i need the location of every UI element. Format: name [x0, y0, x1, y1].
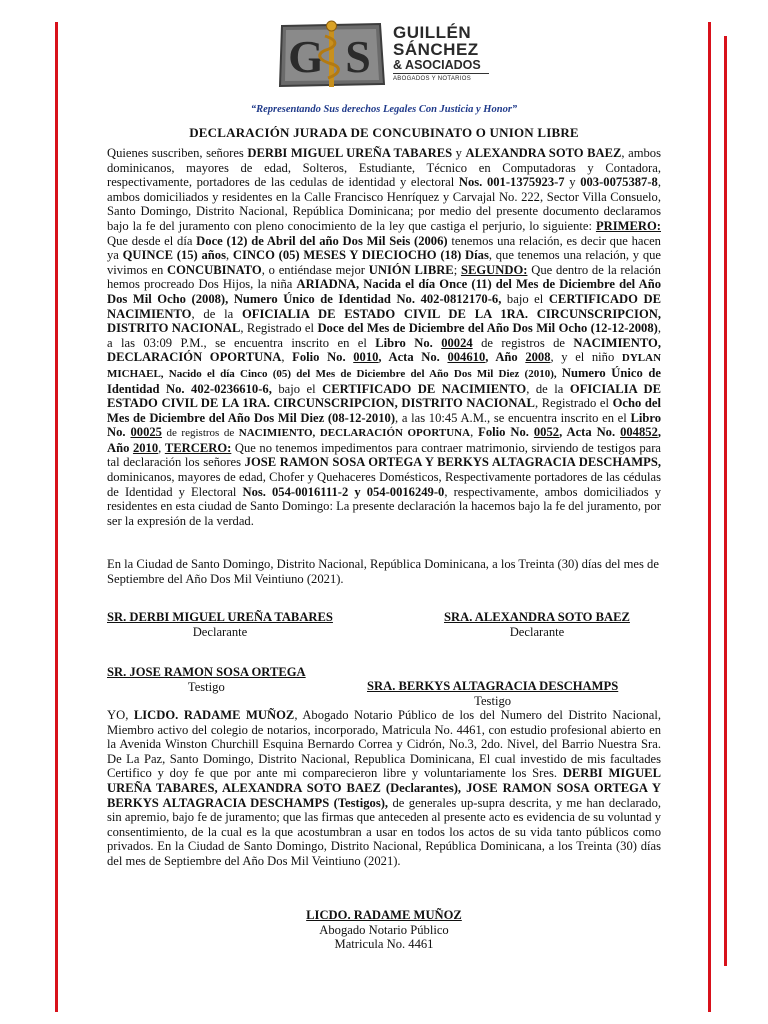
text-run: y — [452, 146, 466, 160]
text-run: YO, — [107, 708, 134, 722]
child-dylan-id: Numero Único de Identidad No. 402-0236610-6, — [107, 365, 661, 396]
libro-number-1: 00024 — [441, 335, 473, 350]
text-run: Que no tenemos impedimentos para contraer matrimonio, sirviendo de testigos para tal declaración los señores — [107, 440, 662, 470]
closing-statement: En la Ciudad de Santo Domingo, Distrito Nacional, República Dominicana, a los Treinta (30) días del mes de Septiembre del Año Dos Mil Veintiuno (2021). — [107, 557, 659, 586]
text-run: , de la — [526, 381, 570, 396]
text-run: , — [485, 350, 496, 365]
text-run: de generales up-supra descrita, y me han declarado, sin apremio, bajo fe de juramento; que las firmas que anteceden al presente acto es evidencia de su voluntad y consentimiento, de la cual es la que acostumbran a usar en todos los actos de su vida tanto públicos como privados. En la Ciudad de Santo Domingo, Distrito Nacional, República Dominicana, a los Treinta (30) días del mes de Septiembre del Año Dos Mil Veintiuno (2021). — [107, 795, 662, 868]
acta-label: Acta No. — [388, 350, 448, 365]
registration-date-1: Doce del Mes de Diciembre del Año Dos Mil Ocho (12-12-2008) — [317, 321, 658, 336]
year-1: 2008 — [525, 350, 551, 365]
text-run: de registros de — [161, 427, 239, 440]
text-run: Que desde el día — [107, 233, 197, 248]
registry-type-2: NACIMIENTO, DECLARACIÓN OPORTUNA — [238, 427, 471, 440]
text-run: tenemos una relación, es decir que hacen ya — [107, 233, 661, 263]
gs-logo-mark-icon — [276, 20, 388, 90]
declaration-body — [107, 146, 661, 528]
relationship-months-days: CINCO (05) MESES Y DIECIOCHO (18) Días — [232, 248, 489, 263]
logo-line-abogados: ABOGADOS Y NOTARIOS — [393, 76, 472, 82]
registry-type-1: NACIMIENTO, DECLARACIÓN OPORTUNA — [107, 335, 661, 365]
text-run: , a las 03:09 P.M., se encuentra inscrito en el — [107, 321, 661, 350]
cedula-numbers: Nos. 001-1375923-7 — [458, 175, 565, 190]
text-run: , a las 10:45 A.M., se encuentra inscrito en el — [395, 410, 631, 425]
acta-number-2: 004852 — [620, 425, 658, 440]
text-run: Quienes suscriben, señores — [107, 146, 248, 160]
clause-primero: PRIMERO: — [595, 218, 661, 233]
clause-segundo: SEGUNDO: — [460, 262, 528, 277]
text-run: de registros de — [472, 335, 574, 350]
witness-cedulas: Nos. 054-0016111-2 y 054-0016249-0 — [242, 484, 445, 499]
signature-block-derbi — [107, 610, 333, 639]
folio-label: Folio No. — [292, 350, 354, 365]
year-label: Año — [495, 350, 526, 365]
signatory-role: Declarante — [509, 624, 565, 639]
logo-letter-s: S — [345, 31, 371, 82]
signature-block-berkys — [367, 679, 618, 708]
motto: “Representando Sus derechos Legales Con Justicia y Honor” — [250, 104, 518, 115]
text-run: , — [657, 425, 662, 440]
text-run: , — [158, 440, 165, 455]
text-run: , — [559, 425, 567, 440]
text-run: , — [470, 425, 479, 440]
signature-block-alexandra — [444, 610, 630, 639]
notary-signature-block — [250, 908, 518, 952]
libro-label-2: Libro No. — [107, 410, 661, 440]
libro-number-2: 00025 — [130, 425, 162, 440]
acta-number-1: 004610 — [447, 350, 486, 365]
text-run: , — [281, 350, 293, 365]
text-run: , — [378, 350, 389, 365]
logo-line-asociados: & ASOCIADOS — [393, 58, 481, 72]
logo-wordmark — [393, 24, 489, 83]
text-run: , o entiéndase mejor — [261, 262, 369, 277]
signatory-name: SRA. BERKYS ALTAGRACIA DESCHAMPS — [367, 679, 619, 693]
birth-certificate-2: CERTIFICADO DE NACIMIENTO — [322, 381, 527, 396]
civil-registry-office-2: OFICIALIA DE ESTADO CIVIL DE LA 1RA. CIRCUNSCRIPCION, DISTRITO NACIONAL — [107, 381, 662, 411]
logo-line-guillen: GUILLÉN — [393, 23, 472, 42]
notary-signature-matricula: Matricula No. 4461 — [334, 937, 434, 952]
text-run: Que dentro de la relación hemos procreado Dos Hijos, la niña — [107, 262, 661, 292]
notary-certification — [107, 708, 661, 869]
year-2: 2010 — [132, 440, 159, 455]
logo-line-sanchez: SÁNCHEZ — [393, 40, 479, 59]
declaration-paragraph — [107, 146, 661, 528]
acta-label-2: Acta No. — [566, 425, 621, 440]
text-run: , Abogado Notario Público de los del Numero del Distrito Nacional, Miembro activo del colegio de notarios, incorporado, Matricula No. 4461, con estudio profesional abierto en la Avenida Winston Churchill Esquina Bernardo Correa y Cidrón, No.3, 2do. Nivel, del Barrio Nuestra Sra. De La Paz, Santo Domingo, Distrito Nacional, Republica Dominicana, El cual investido de mis facultades Certifico y doy fe que por ante mi comparecieron libre y voluntariamente los Sres. — [107, 708, 661, 781]
text-run: bajo el — [271, 381, 323, 396]
signatory-role: Declarante — [192, 624, 248, 639]
left-margin-line — [55, 22, 58, 1012]
text-run: , Registrado el — [534, 396, 613, 411]
clause-tercero: TERCERO: — [164, 440, 232, 455]
folio-number-1: 0010 — [353, 350, 379, 365]
text-run: , Registrado el — [240, 321, 318, 336]
witness-names: JOSE RAMON SOSA ORTEGA Y BERKYS ALTAGRACIA DESCHAMPS, — [244, 455, 661, 470]
text-run: , de la — [191, 306, 242, 321]
cedula-number-2: 003-0075387-8 — [580, 175, 658, 190]
civil-registry-office: OFICIALIA DE ESTADO CIVIL DE LA 1RA. CIRCUNSCRIPCION, DISTRITO NACIONAL — [107, 306, 661, 336]
signatory-role: Testigo — [474, 693, 512, 708]
right-margin-line-inner — [724, 36, 727, 966]
firm-logo — [276, 20, 492, 90]
child-ariadna: ARIADNA, Nacida el día Once (11) del Mes de Diciembre del Año Dos Mil Ocho (2008), Numero Único de Identidad No. 402-0812170-6, — [107, 277, 661, 306]
text-run: y — [564, 175, 581, 190]
parties-list: DERBI MIGUEL UREÑA TABARES, ALEXANDRA SOTO BAEZ (Declarantes), JOSE RAMON SOSA ORTEGA Y BERKYS ALTAGRACIA DESCHAMPS (Testigos), — [107, 766, 661, 810]
text-run: bajo el — [501, 291, 549, 306]
relationship-years: QUINCE (15) años — [122, 248, 226, 263]
term-concubinato: CONCUBINATO — [167, 262, 262, 277]
signatory-role: Testigo — [187, 679, 225, 694]
libro-label: Libro No. — [375, 335, 442, 350]
logo-letter-g: G — [288, 31, 324, 82]
signatory-name: SR. DERBI MIGUEL UREÑA TABARES — [107, 610, 333, 624]
text-run: , — [226, 248, 233, 263]
right-margin-line-outer — [708, 22, 711, 1012]
name-alexandra: ALEXANDRA SOTO BAEZ — [465, 146, 622, 160]
text-run: , ambos domiciliados y residentes en la Calle Francisco Henríquez y Carvajal No. 222, Sector Villa Consuelo, Santo Domingo, Distrito Nacional, República Dominicana; por medio del presente documento declaramos bajo la fe del juramento con pleno conocimiento de la ley que castiga el perjurio, lo siguiente: — [107, 175, 661, 233]
term-union-libre: UNIÓN LIBRE — [368, 262, 454, 277]
logo-rule — [393, 73, 489, 74]
signature-block-jose — [107, 665, 306, 694]
text-run: , respectivamente, ambos domiciliados y residentes en esta ciudad de Santo Domingo: La presente declaración la hacemos bajo la fe del juramento, por ser la expresión de la verdad. — [107, 484, 661, 528]
relationship-start-date: Doce (12) de Abril del año Dos Mil Seis (2006) — [196, 233, 448, 248]
notary-signature-title: Abogado Notario Público — [319, 922, 449, 937]
text-run: , que tenemos una relación, y que vivimos en — [107, 248, 662, 277]
text-run: ; — [453, 262, 461, 277]
child-dylan: DYLAN MICHAEL, Nacido el día Cinco (05) del Mes de Diciembre del Año Dos Mil Diez (2010), — [107, 352, 662, 380]
folio-number-2: 0052 — [533, 425, 560, 440]
signatory-name: SRA. ALEXANDRA SOTO BAEZ — [444, 610, 630, 624]
registration-date-2: Ocho del Mes de Diciembre del Año Dos Mil Diez (08-12-2010) — [107, 396, 661, 425]
notary-signature-name: LICDO. RADAME MUÑOZ — [306, 908, 462, 922]
text-run: , y el niño — [550, 350, 622, 365]
text-run: dominicanos, mayores de edad, Chofer y Quehaceres Domésticos, Respectivamente portadores de las cédulas de Identidad y Electoral — [107, 470, 661, 499]
folio-label-2: Folio No. — [478, 425, 534, 440]
birth-certificate: CERTIFICADO DE NACIMIENTO — [107, 291, 662, 321]
year-label-2: Año — [107, 440, 133, 455]
notary-name: LICDO. RADAME MUÑOZ — [133, 708, 295, 722]
signatory-name: SR. JOSE RAMON SOSA ORTEGA — [107, 665, 306, 679]
document-title: DECLARACIÓN JURADA DE CONCUBINATO O UNION LIBRE — [189, 125, 579, 140]
name-derbi: DERBI MIGUEL UREÑA TABARES — [247, 146, 453, 160]
text-run: , ambos dominicanos, mayores de edad, Solteros, Estudiante, Técnico en Computadoras y Contadora, respectivamente, portadores de las cedulas de identidad y electoral — [107, 146, 661, 190]
